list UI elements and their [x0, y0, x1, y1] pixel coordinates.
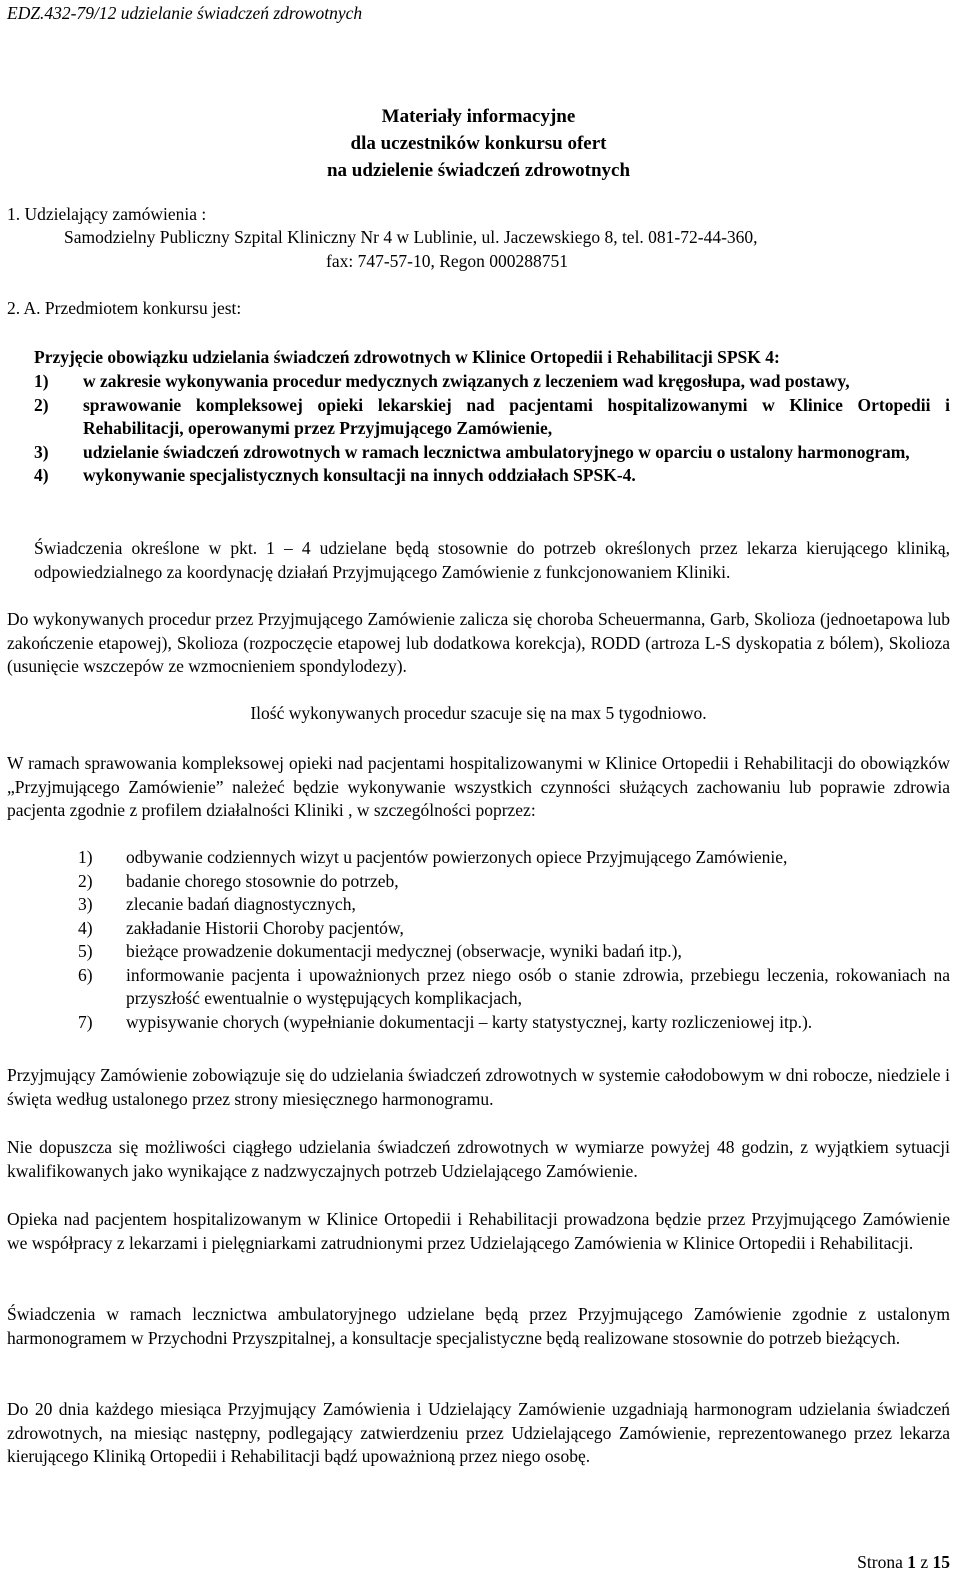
duty-item	[78, 964, 950, 1011]
duty-item-text: informowanie pacjenta i upoważnionych przez niego osób o stanie zdrowia, przebiegu leczenia, rokowaniach na przyszłość ewentualnie o występujących komplikacjach,	[126, 964, 950, 1008]
duty-item	[78, 870, 950, 894]
scope-item	[34, 464, 950, 488]
duties-list	[78, 846, 950, 1034]
duty-item-number: 2)	[78, 870, 93, 891]
scope-item-text: w zakresie wykonywania procedur medycznych związanych z leczeniem wad kręgosłupa, wad postawy,	[83, 371, 850, 391]
duty-item-number: 5)	[78, 941, 93, 961]
duty-item-number: 3)	[78, 894, 93, 914]
estimate-line: Ilość wykonywanych procedur szacuje się na max 5 tygodniowo.	[250, 703, 707, 723]
page-number-current: 1	[907, 1552, 916, 1572]
duty-item	[78, 1011, 950, 1035]
limit-paragraph: Nie dopuszcza się możliwości ciągłego udzielania świadczeń zdrowotnych w wymiarze powyżej 48 godzin, z wyjątkiem sytuacji kwalifikowanych jako wynikające z nadzwyczajnych potrzeb Udzielającego Zamówienie.	[7, 1137, 950, 1181]
section-2-intro: Przyjęcie obowiązku udzielania świadczeń zdrowotnych w Klinice Ortopedii i Rehabilitacji SPSK 4:	[34, 347, 780, 367]
schedule-paragraph: Do 20 dnia każdego miesiąca Przyjmujący Zamówienia i Udzielający Zamówienie uzgadniają harmonogram udzielania świadczeń zdrowotnych, na miesiąc następny, podlegający zatwierdzeniu przez Udzielającego Zamówienie, reprezentowanego przez lekarza kierującego Kliniką Ortopedii i Rehabilitacji bądź upoważnioną przez niego osobę.	[7, 1399, 950, 1466]
duty-item-text: badanie chorego stosownie do potrzeb,	[126, 870, 399, 891]
scope-item-text: wykonywanie specjalistycznych konsultacji na innych oddziałach SPSK-4.	[83, 465, 636, 485]
duty-item	[78, 893, 950, 917]
section-1-line-2: fax: 747-57-10, Regon 000288751	[326, 251, 569, 271]
duty-item-text: bieżące prowadzenie dokumentacji medycznej (obserwacje, wyniki badań itp.),	[126, 941, 682, 961]
scope-item-number: 4)	[34, 465, 49, 485]
title-line-2: dla uczestników konkursu ofert	[350, 133, 607, 154]
page-number	[857, 1551, 950, 1575]
scope-item-text: udzielanie świadczeń zdrowotnych w ramach lecznictwa ambulatoryjnego w oparciu o ustalony harmonogram,	[83, 441, 910, 462]
procedures-paragraph: Do wykonywanych procedur przez Przyjmującego Zamówienie zalicza się choroba Scheuermanna, Garb, Skolioza (jednoetapowa lub zakończenie etapowej), Skolioza (rozpoczęcie etapowej lub dodatkowa korekcja), RODD (artroza L-S dyskopatia z bólem), Skolioza (usunięcie wszczepów ze wzmocnieniem spondylodezy).	[7, 609, 950, 676]
page-number-separator: z	[915, 1552, 933, 1572]
duty-item-number: 6)	[78, 964, 93, 985]
title-line-1: Materiały informacyjne	[381, 106, 576, 127]
section-1-label: 1. Udzielający zamówienia :	[7, 204, 207, 224]
duty-item-text: zakładanie Historii Choroby pacjentów,	[126, 917, 404, 938]
document-title	[7, 103, 950, 184]
title-line-3: na udzielenie świadczeń zdrowotnych	[326, 160, 631, 181]
scope-item-text: sprawowanie kompleksowej opieki lekarskiej nad pacjentami hospitalizowanymi w Klinice Ortopedii i Rehabilitacji, operowanymi przez Przyjmującego Zamówienie,	[83, 394, 950, 438]
duty-item	[78, 846, 950, 870]
system-paragraph: Przyjmujący Zamówienie zobowiązuje się do udzielania świadczeń zdrowotnych w systemie całodobowym w dni robocze, niedziele i święta według ustalonego przez strony miesięcznego harmonogramu.	[7, 1065, 950, 1109]
document-header: EDZ.432-79/12 udzielanie świadczeń zdrowotnych	[7, 3, 363, 23]
section-1-line-1: Samodzielny Publiczny Szpital Kliniczny Nr 4 w Lublinie, ul. Jaczewskiego 8, tel. 081-72-44-360,	[64, 227, 758, 247]
scope-item	[34, 370, 950, 394]
duty-item-text: wypisywanie chorych (wypełnianie dokumentacji – karty statystycznej, karty rozliczeniowej itp.).	[126, 1011, 813, 1032]
duty-item	[78, 940, 950, 964]
scope-item-number: 1)	[34, 371, 49, 391]
care-paragraph: Opieka nad pacjentem hospitalizowanym w Klinice Ortopedii i Rehabilitacji prowadzona będzie przez Przyjmującego Zamówienie we współpracy z lekarzami i pielęgniarkami zatrudnionymi przez Udzielającego Zamówienia w Klinice Ortopedii i Rehabilitacji.	[7, 1209, 950, 1253]
duty-item-number: 7)	[78, 1011, 93, 1032]
page-number-prefix: Strona	[857, 1552, 908, 1572]
duties-intro: W ramach sprawowania kompleksowej opieki nad pacjentami hospitalizowanymi w Klinice Ortopedii i Rehabilitacji do obowiązków „Przyjmującego Zamówienie” należeć będzie wykonywanie wszystkich czynności służących zachowaniu lub poprawie zdrowia pacjenta zgodnie z profilem działalności Kliniki , w szczególności poprzez:	[7, 753, 950, 820]
scope-item-number: 2)	[34, 394, 49, 415]
duty-item-text: zlecanie badań diagnostycznych,	[126, 894, 356, 914]
scope-item-number: 3)	[34, 441, 49, 462]
duty-item-number: 4)	[78, 917, 93, 938]
duty-item-text: odbywanie codziennych wizyt u pacjentów powierzonych opiece Przyjmującego Zamówienie,	[126, 847, 788, 867]
duty-item	[78, 917, 950, 941]
scope-item	[34, 441, 950, 465]
duty-item-number: 1)	[78, 847, 93, 867]
scope-note: Świadczenia określone w pkt. 1 – 4 udzielane będą stosownie do potrzeb określonych przez lekarza kierującego kliniką, odpowiedzialnego za koordynację działań Przyjmującego Zamówienie z funkcjonowaniem Kliniki.	[34, 538, 950, 582]
scope-list	[34, 370, 950, 488]
scope-item	[34, 394, 950, 441]
page-number-total: 15	[932, 1552, 950, 1572]
section-2-label: 2. A. Przedmiotem konkursu jest:	[7, 298, 242, 318]
ambulatory-paragraph: Świadczenia w ramach lecznictwa ambulatoryjnego udzielane będą przez Przyjmującego Zamówienie zgodnie z ustalonym harmonogramem w Przychodni Przyszpitalnej, a konsultacje specjalistyczne będą realizowane stosownie do potrzeb bieżących.	[7, 1304, 950, 1348]
